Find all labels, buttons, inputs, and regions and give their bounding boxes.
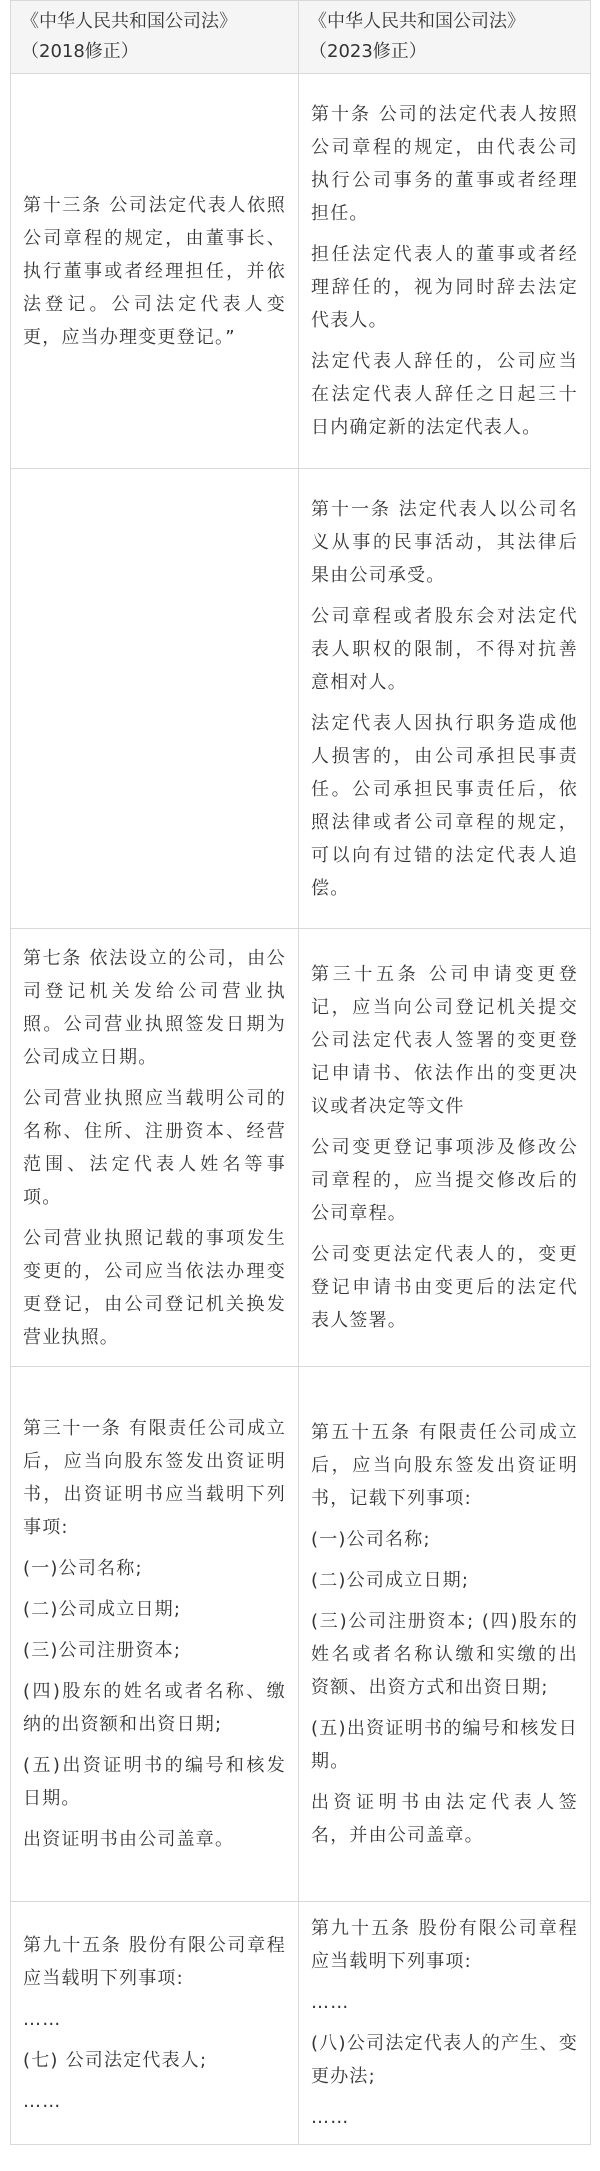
paragraph: (五)出资证明书的编号和核发日期。 — [311, 1718, 578, 1772]
paragraph: …… — [311, 2107, 350, 2128]
paragraph: 公司营业执照记载的事项发生变更的，公司应当依法办理变更登记，由公司登记机关换发营业执照。 — [23, 1227, 286, 1348]
table-row — [11, 929, 591, 1367]
paragraph: 法定代表人辞任的，公司应当在法定代表人辞任之日起三十日内确定新的法定代表人。 — [311, 351, 578, 438]
paragraph: 第十三条 公司法定代表人依照公司章程的规定，由董事长、执行董事或者经理担任，并依法登记。公司法定代表人变更，应当办理变更登记。” — [23, 194, 286, 348]
cell-2023 — [299, 74, 591, 469]
paragraph: 第十一条 法定代表人以公司名义从事的民事活动，其法律后果由公司承受。 — [311, 498, 578, 586]
paragraph: 出资证明书由法定代表人签名，并由公司盖章。 — [311, 1792, 578, 1846]
table-row — [11, 1902, 591, 2145]
cell-2018 — [11, 929, 299, 1367]
paragraph: 第九十五条 股份有限公司章程应当载明下列事项: — [311, 1918, 578, 1972]
paragraph: 第三十五条 公司申请变更登记，应当向公司登记机关提交公司法定代表人签署的变更登记申请书、依法作出的变更决议或者决定等文件 — [311, 964, 578, 1117]
cell-2023 — [299, 1367, 591, 1902]
paragraph: (三)公司注册资本; — [23, 1640, 182, 1661]
cell-2018 — [11, 1367, 299, 1902]
paragraph: (八)公司法定代表人的产生、变更办法; — [311, 2033, 578, 2087]
cell-2018 — [11, 74, 299, 469]
paragraph: (三)公司注册资本; (四)股东的姓名或者名称认缴和实缴的出资额、出资方式和出资日期; — [311, 1611, 578, 1698]
paragraph: 法定代表人因执行职务造成他人损害的，由公司承担民事责任。公司承担民事责任后，依照法律或者公司章程的规定，可以向有过错的法定代表人追偿。 — [311, 712, 578, 899]
paragraph: 公司营业执照应当载明公司的名称、住所、注册资本、经营范围、法定代表人姓名等事项。 — [23, 1087, 286, 1208]
paragraph: (一)公司名称; — [311, 1529, 431, 1550]
header-right — [299, 1, 591, 74]
paragraph: (二)公司成立日期; — [23, 1599, 182, 1620]
paragraph: 公司变更登记事项涉及修改公司章程的，应当提交修改后的公司章程。 — [311, 1137, 578, 1224]
table-row — [11, 469, 591, 929]
paragraph: 第九十五条 股份有限公司章程应当载明下列事项: — [23, 1934, 286, 1989]
comparison-table — [10, 0, 591, 2145]
paragraph: 第十条 公司的法定代表人按照公司章程的规定，由代表公司执行公司事务的董事或者经理担任。 — [311, 104, 578, 224]
paragraph: 第五十五条 有限责任公司成立后，应当向股东签发出资证明书，记载下列事项: — [311, 1422, 578, 1509]
paragraph: 公司变更法定代表人的，变更登记申请书由变更后的法定代表人签署。 — [311, 1244, 578, 1331]
table-row — [11, 1367, 591, 1902]
header-left-subtitle: （2018修正） — [21, 41, 139, 62]
paragraph: (七) 公司法定代表人; — [23, 2049, 208, 2071]
cell-2023 — [299, 929, 591, 1367]
header-left-title: 《中华人民共和国公司法》 — [21, 11, 237, 32]
paragraph: (一)公司名称; — [23, 1558, 143, 1579]
cell-2018-empty — [11, 469, 299, 929]
paragraph: 第七条 依法设立的公司，由公司登记机关发给公司营业执照。公司营业执照签发日期为公司成立日期。 — [23, 947, 286, 1068]
paragraph: …… — [311, 1992, 350, 2013]
cell-2023 — [299, 1902, 591, 2145]
cell-2023 — [299, 469, 591, 929]
paragraph: 第三十一条 有限责任公司成立后，应当向股东签发出资证明书，出资证明书应当载明下列事项: — [23, 1418, 286, 1538]
header-right-title: 《中华人民共和国公司法》 — [309, 11, 525, 32]
paragraph: (二)公司成立日期; — [311, 1570, 470, 1591]
table-row — [11, 74, 591, 469]
paragraph: (五)出资证明书的编号和核发日期。 — [23, 1755, 286, 1809]
cell-2018 — [11, 1902, 299, 2145]
paragraph: 公司章程或者股东会对法定代表人职权的限制，不得对抗善意相对人。 — [311, 605, 578, 693]
paragraph: …… — [23, 2090, 62, 2112]
paragraph: (四)股东的姓名或者名称、缴纳的出资额和出资日期; — [23, 1681, 286, 1735]
header-right-subtitle: （2023修正） — [309, 41, 427, 62]
paragraph: 出资证明书由公司盖章。 — [23, 1829, 235, 1850]
header-row — [11, 1, 591, 74]
paragraph: …… — [23, 2008, 62, 2030]
header-left — [11, 1, 299, 74]
paragraph: 担任法定代表人的董事或者经理辞任的，视为同时辞去法定代表人。 — [311, 244, 578, 331]
